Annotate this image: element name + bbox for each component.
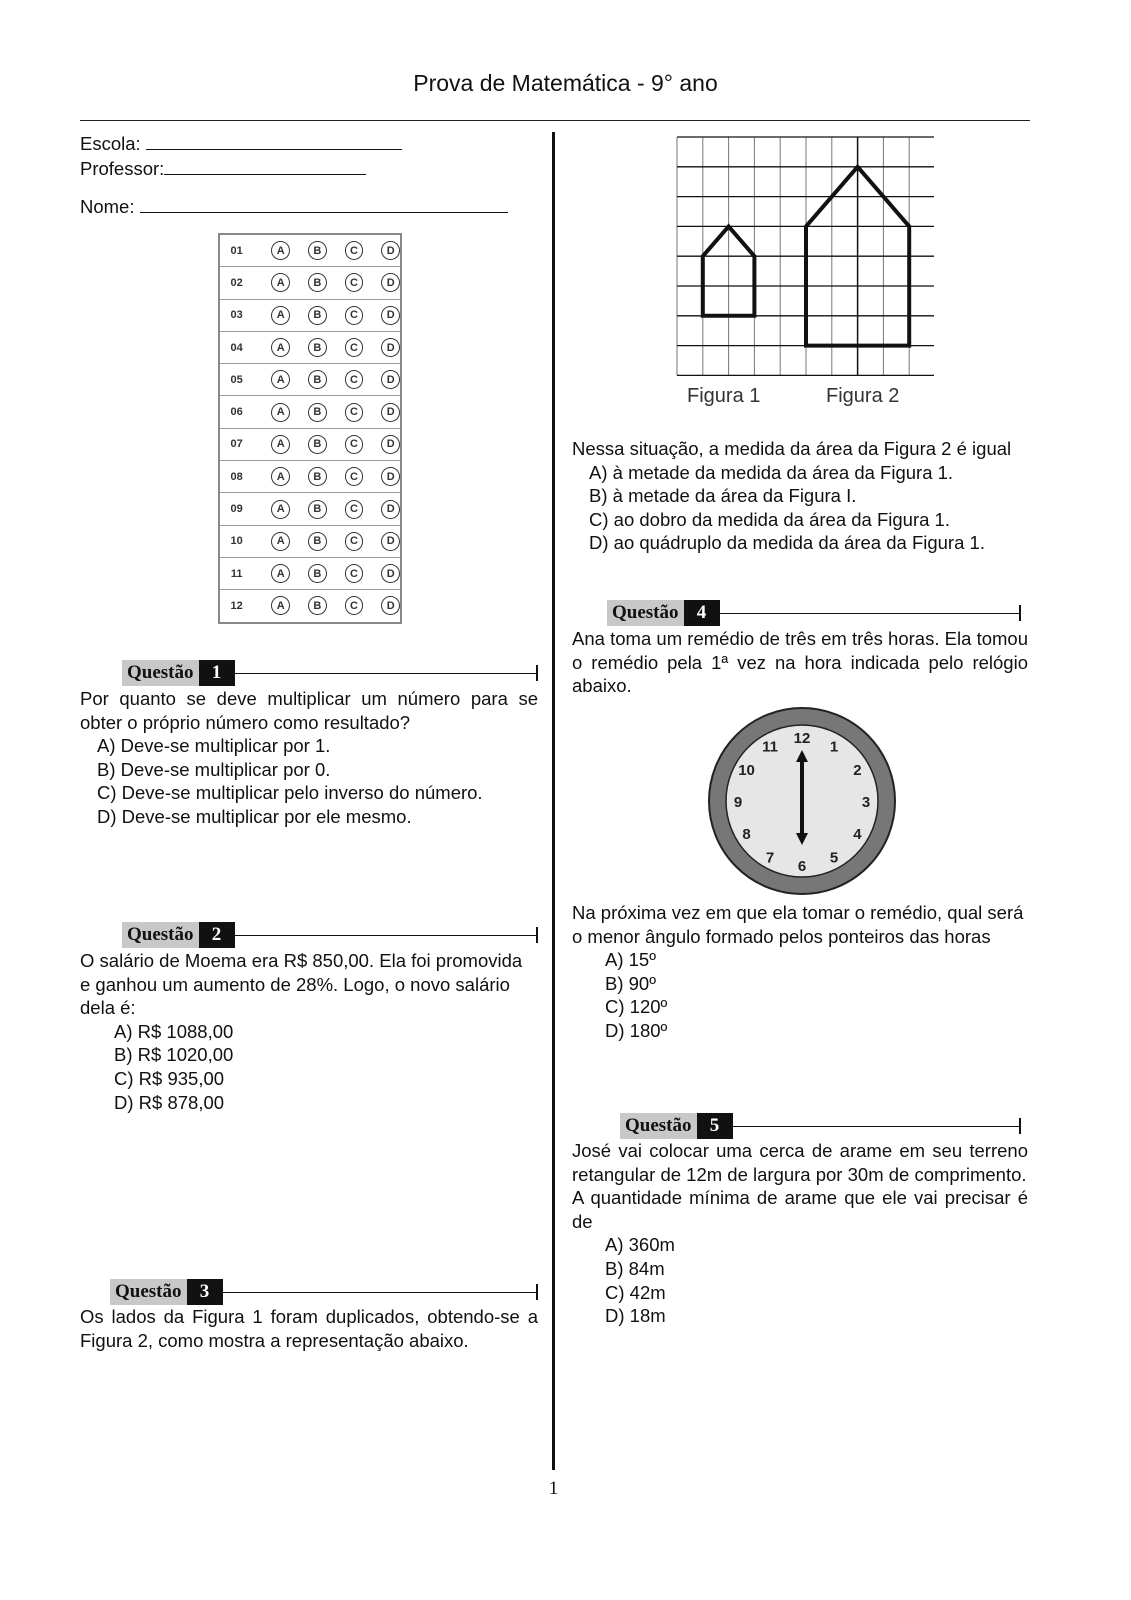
question-1-header	[122, 660, 538, 686]
answer-bubble[interactable]: B	[308, 596, 327, 615]
answer-option[interactable]: B) 90º	[605, 972, 656, 994]
row-number: 10	[230, 535, 243, 548]
row-number: 02	[230, 276, 243, 289]
header-divider	[80, 120, 1030, 121]
answer-row	[220, 429, 400, 461]
answer-bubble[interactable]: C	[345, 532, 364, 551]
answer-option[interactable]: D) ao quádruplo da medida da área da Figura 1.	[589, 532, 985, 554]
answer-row	[220, 493, 400, 525]
clock-number: 3	[861, 794, 871, 811]
answer-bubble[interactable]: A	[271, 500, 290, 519]
answer-bubble[interactable]: B	[308, 370, 327, 389]
answer-bubble[interactable]: C	[345, 338, 364, 357]
answer-bubble[interactable]: B	[308, 467, 327, 486]
teacher-field[interactable]	[80, 158, 366, 180]
column-divider	[552, 132, 555, 1470]
clock-number: 8	[742, 826, 751, 843]
row-number: 03	[230, 309, 243, 322]
clock-number: 11	[762, 738, 778, 756]
answer-bubble[interactable]: C	[345, 564, 364, 583]
answer-row	[220, 300, 400, 332]
school-field[interactable]	[80, 133, 402, 155]
figure-1-label: Figura 1	[687, 385, 761, 407]
answer-sheet	[218, 233, 402, 624]
answer-bubble[interactable]: A	[271, 338, 290, 357]
clock-number: 4	[853, 826, 862, 843]
answer-option[interactable]: C) 120º	[605, 996, 668, 1018]
question-5-header	[620, 1113, 1021, 1139]
question-3-text: Os lados da Figura 1 foram duplicados, obtendo-se a Figura 2, como mostra a representação abaixo.	[80, 1306, 538, 1351]
question-4-continued	[572, 901, 1028, 1043]
answer-row	[220, 235, 400, 267]
figures-grid-image	[676, 136, 934, 376]
answer-option[interactable]: A) à metade da medida da área da Figura 1.	[589, 461, 954, 483]
school-label: Escola:	[80, 133, 141, 154]
answer-option[interactable]: A) Deve-se multiplicar por 1.	[97, 735, 331, 757]
answer-bubble[interactable]: D	[381, 273, 400, 292]
answer-row	[220, 461, 400, 493]
answer-bubble[interactable]: C	[345, 273, 364, 292]
answer-bubble[interactable]: A	[271, 564, 290, 583]
row-number: 04	[230, 341, 243, 354]
clock-number: 12	[793, 730, 811, 747]
answer-bubble[interactable]: A	[271, 370, 290, 389]
answer-bubble[interactable]: C	[345, 435, 364, 454]
answer-bubble[interactable]: B	[308, 306, 327, 325]
page-title: Prova de Matemática - 9° ano	[413, 70, 718, 96]
clock-number: 5	[829, 849, 839, 867]
answer-option[interactable]: B) à metade da área da Figura I.	[589, 485, 857, 507]
answer-row	[220, 267, 400, 299]
clock-number: 2	[853, 762, 862, 779]
answer-bubble[interactable]: D	[381, 564, 400, 583]
answer-bubble[interactable]: B	[308, 500, 327, 519]
teacher-label: Professor:	[80, 158, 165, 179]
question-text: Na próxima vez em que ela tomar o remédio, qual será o menor ângulo formado pelos ponteiros das horas	[572, 902, 1024, 947]
answer-option[interactable]: A) 15º	[605, 949, 656, 971]
question-text: José vai colocar uma cerca de arame em seu terreno retangular de 12m de largura por 30m de comprimento.	[572, 1140, 1028, 1185]
answer-option[interactable]: D) Deve-se multiplicar por ele mesmo.	[97, 805, 412, 827]
question-4-header	[607, 600, 1021, 626]
answer-row	[220, 332, 400, 364]
answer-bubble[interactable]: D	[381, 241, 400, 260]
answer-option[interactable]: D) 180º	[605, 1019, 668, 1041]
answer-bubble[interactable]: A	[271, 306, 290, 325]
answer-bubble[interactable]: B	[308, 435, 327, 454]
answer-bubble[interactable]: A	[271, 532, 290, 551]
question-2	[80, 949, 530, 1114]
answer-bubble[interactable]: D	[381, 306, 400, 325]
question-text: Por quanto se deve multiplicar um número para se obter o próprio número como resultado?	[80, 688, 538, 733]
answer-option[interactable]: D) R$ 878,00	[114, 1091, 225, 1113]
answer-row	[220, 526, 400, 558]
answer-bubble[interactable]: D	[381, 500, 400, 519]
answer-option[interactable]: B) Deve-se multiplicar por 0.	[97, 758, 331, 780]
question-number: 1	[199, 660, 235, 686]
answer-bubble[interactable]: B	[308, 403, 327, 422]
name-field[interactable]	[80, 196, 508, 218]
answer-option[interactable]: D) 18m	[605, 1305, 666, 1327]
answer-row	[220, 364, 400, 396]
question-3-header	[110, 1279, 538, 1305]
answer-bubble[interactable]: C	[345, 241, 364, 260]
answer-bubble[interactable]: B	[308, 338, 327, 357]
question-label: Questão	[620, 1113, 697, 1139]
clock-number: 6	[797, 858, 807, 875]
row-number: 12	[230, 599, 243, 612]
question-text: Nessa situação, a medida da área da Figura 2 é igual	[572, 438, 1012, 459]
question-label: Questão	[110, 1279, 187, 1305]
answer-bubble[interactable]: D	[381, 370, 400, 389]
answer-bubble[interactable]: B	[308, 273, 327, 292]
answer-bubble[interactable]: D	[381, 532, 400, 551]
answer-option[interactable]: C) 42m	[605, 1281, 666, 1303]
answer-bubble[interactable]: A	[271, 435, 290, 454]
question-number: 5	[697, 1113, 733, 1139]
answer-bubble[interactable]: C	[345, 306, 364, 325]
answer-bubble[interactable]: B	[308, 241, 327, 260]
question-3-continued	[572, 437, 1028, 555]
answer-option[interactable]: C) ao dobro da medida da área da Figura 1.	[589, 508, 950, 530]
answer-bubble[interactable]: C	[345, 467, 364, 486]
question-label: Questão	[607, 600, 684, 626]
answer-bubble[interactable]: C	[345, 403, 364, 422]
figure-2-label: Figura 2	[826, 385, 900, 407]
answer-bubble[interactable]: D	[381, 338, 400, 357]
page-number: 1	[548, 1478, 559, 1499]
answer-bubble[interactable]: D	[381, 403, 400, 422]
answer-bubble[interactable]: A	[271, 467, 290, 486]
question-number: 2	[199, 922, 235, 948]
question-number: 4	[684, 600, 720, 626]
row-number: 07	[230, 438, 243, 451]
answer-bubble[interactable]: C	[345, 370, 364, 389]
row-number: 05	[230, 373, 243, 386]
question-4-text: Ana toma um remédio de três em três horas. Ela tomou o remédio pela 1ª vez na hora indicada pelo relógio abaixo.	[572, 628, 1028, 697]
clock-number: 9	[733, 794, 743, 811]
question-5	[572, 1139, 1028, 1328]
answer-bubble[interactable]: A	[271, 273, 290, 292]
answer-option[interactable]: B) 84m	[605, 1257, 665, 1279]
question-text-2: A quantidade mínima de arame que ele vai precisar é de	[572, 1187, 1028, 1232]
answer-row	[220, 396, 400, 428]
row-number: 09	[230, 503, 243, 516]
answer-option[interactable]: A) R$ 1088,00	[114, 1020, 234, 1042]
question-label: Questão	[122, 922, 199, 948]
row-number: 08	[230, 470, 243, 483]
clock-number: 7	[765, 849, 775, 867]
answer-option[interactable]: C) Deve-se multiplicar pelo inverso do número.	[97, 782, 483, 804]
answer-bubble[interactable]: C	[345, 596, 364, 615]
answer-bubble[interactable]: B	[308, 532, 327, 551]
row-number: 06	[230, 406, 243, 419]
answer-bubble[interactable]: B	[308, 564, 327, 583]
question-2-header	[122, 922, 538, 948]
clock-image	[706, 705, 898, 897]
answer-option[interactable]: C) R$ 935,00	[114, 1067, 225, 1089]
answer-row	[220, 590, 400, 621]
answer-bubble[interactable]: D	[381, 596, 400, 615]
answer-bubble[interactable]: C	[345, 500, 364, 519]
clock-number: 1	[829, 738, 839, 756]
row-number: 11	[230, 567, 243, 580]
name-label: Nome:	[80, 196, 135, 217]
answer-bubble[interactable]: D	[381, 435, 400, 454]
answer-bubble[interactable]: A	[271, 596, 290, 615]
question-1	[80, 687, 538, 829]
answer-row	[220, 558, 400, 590]
answer-bubble[interactable]: A	[271, 403, 290, 422]
answer-option[interactable]: A) 360m	[605, 1234, 675, 1256]
question-number: 3	[187, 1279, 223, 1305]
question-label: Questão	[122, 660, 199, 686]
row-number: 01	[230, 244, 243, 257]
question-text: O salário de Moema era R$ 850,00. Ela foi promovida e ganhou um aumento de 28%. Logo, o novo salário dela é:	[80, 950, 523, 1019]
answer-bubble[interactable]: D	[381, 467, 400, 486]
clock-number: 10	[738, 762, 755, 779]
answer-bubble[interactable]: A	[271, 241, 290, 260]
answer-option[interactable]: B) R$ 1020,00	[114, 1044, 234, 1066]
